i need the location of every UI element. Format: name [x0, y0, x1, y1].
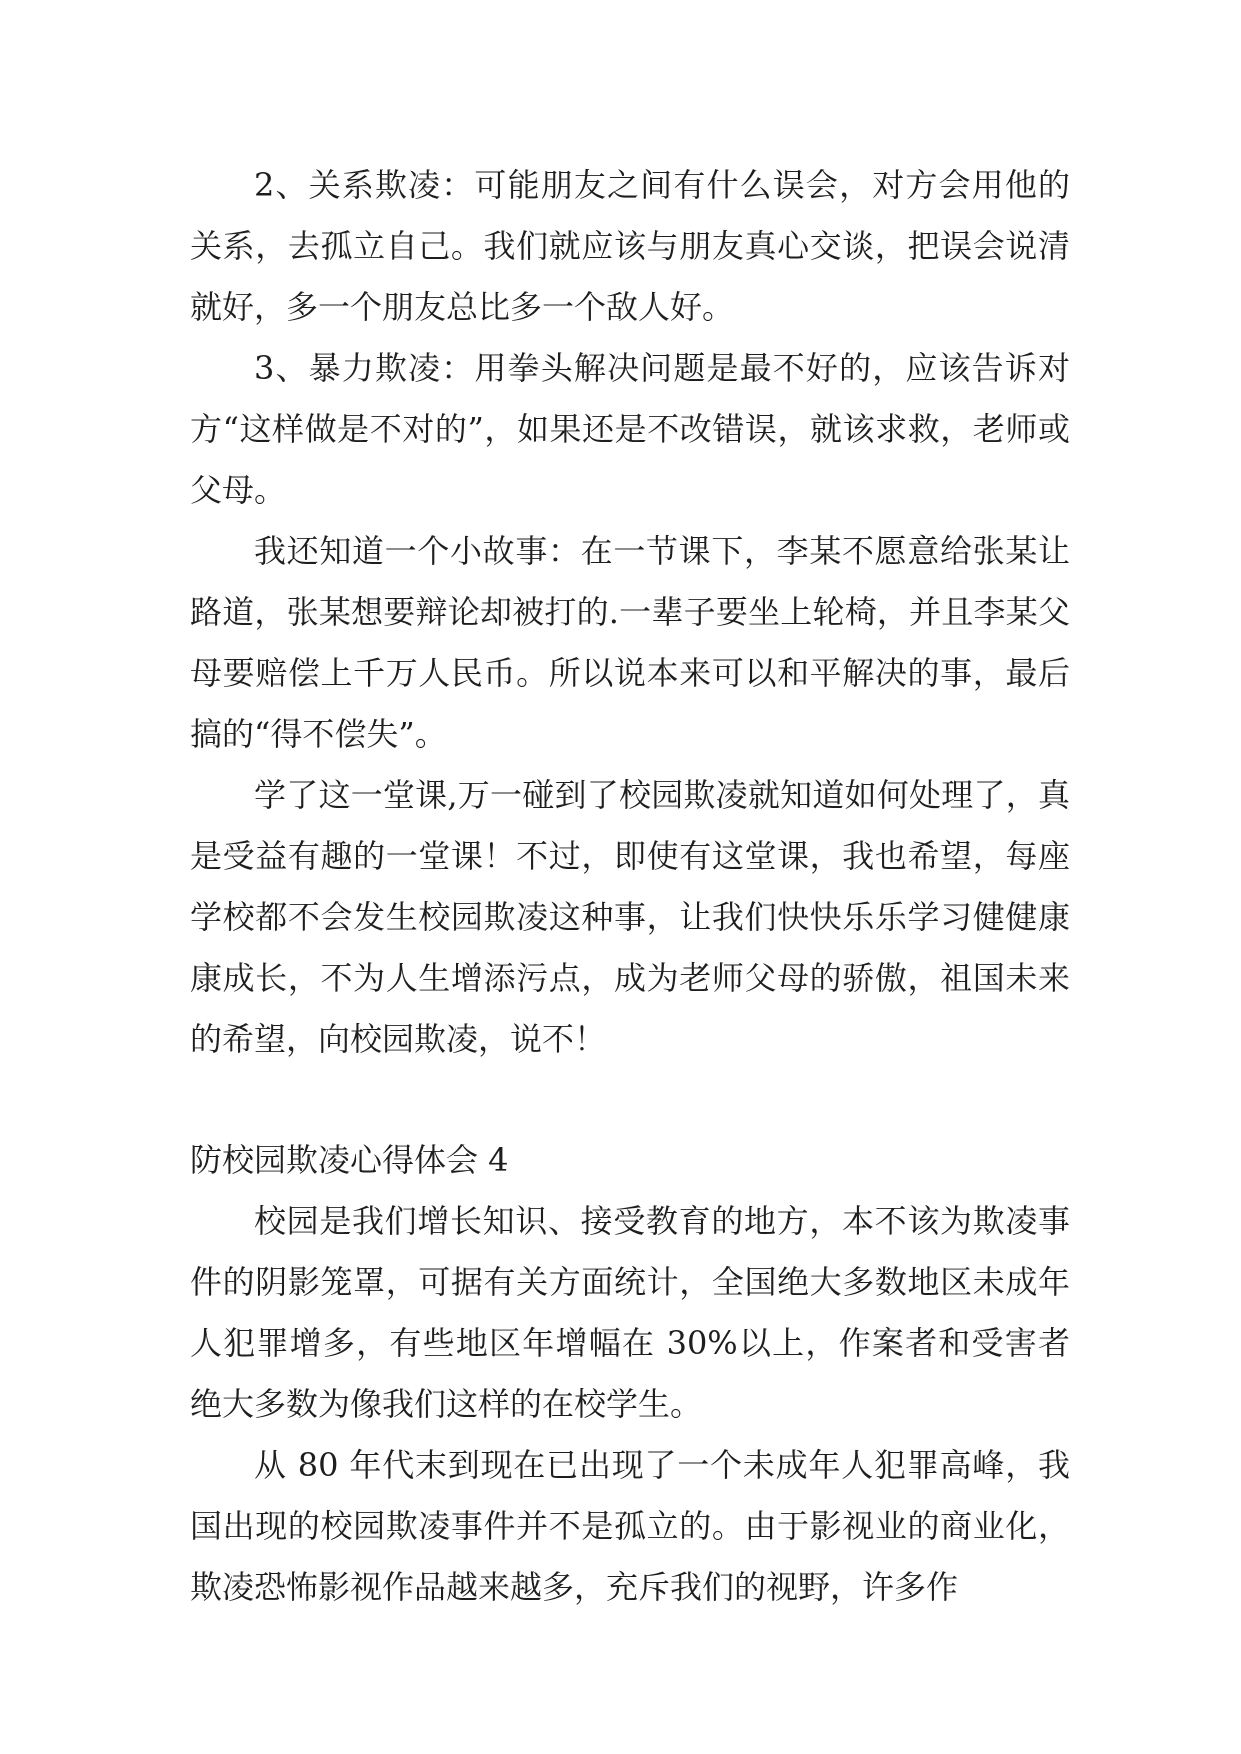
- paragraph-crime-peak: 从 80 年代末到现在已出现了一个未成年人犯罪高峰，我国出现的校园欺凌事件并不是孤立的。由于影视业的商业化，欺凌恐怖影视作品越来越多，充斥我们的视野，许多作: [190, 1446, 1070, 1606]
- paragraph-relational-bullying: 2、关系欺凌：可能朋友之间有什么误会，对方会用他的关系，去孤立自己。我们就应该与朋友真心交谈，把误会说清就好，多一个朋友总比多一个敌人好。: [190, 166, 1070, 326]
- section-heading: 防校园欺凌心得体会 4: [190, 1141, 509, 1179]
- paragraph-short-story: 我还知道一个小故事：在一节课下，李某不愿意给张某让路道，张某想要辩论却被打的.一辈子要坐上轮椅，并且李某父母要赔偿上千万人民币。所以说本来可以和平解决的事，最后搞的“得不偿失”。: [190, 532, 1070, 753]
- paragraph-campus-intro: 校园是我们增长知识、接受教育的地方，本不该为欺凌事件的阴影笼罩，可据有关方面统计，全国绝大多数地区未成年人犯罪增多，有些地区年增幅在 30%以上，作案者和受害者绝大多数为像我们这样的在校学生。: [190, 1202, 1070, 1423]
- document-body: [190, 155, 1070, 1618]
- paragraph-physical-bullying: 3、暴力欺凌：用拳头解决问题是最不好的，应该告诉对方“这样做是不对的”，如果还是不改错误，就该求救，老师或父母。: [190, 349, 1070, 509]
- paragraph-conclusion: 学了这一堂课,万一碰到了校园欺凌就知道如何处理了，真是受益有趣的一堂课！不过，即使有这堂课，我也希望，每座学校都不会发生校园欺凌这种事，让我们快快乐乐学习健健康康成长，不为人生增添污点，成为老师父母的骄傲，祖国未来的希望，向校园欺凌，说不！: [190, 776, 1070, 1058]
